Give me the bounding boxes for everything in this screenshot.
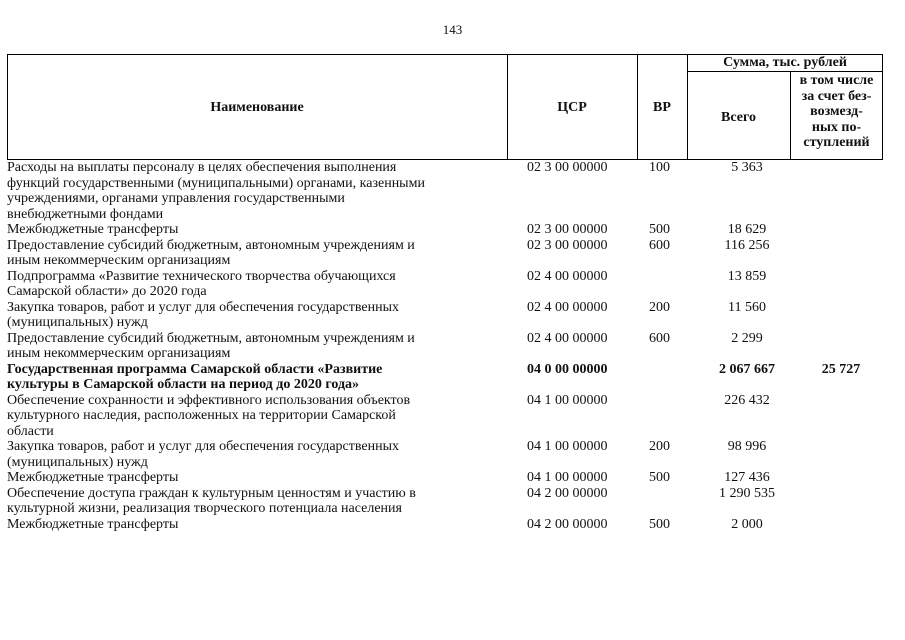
row-csr: 04 1 00 00000 (527, 470, 608, 485)
row-csr: 02 3 00 00000 (527, 160, 608, 175)
row-name (7, 269, 483, 300)
row-total: 5 363 (731, 160, 763, 175)
row-incl: 25 727 (821, 361, 861, 377)
header-csr: ЦСР (557, 100, 587, 115)
row-name (7, 160, 483, 222)
header-total: Всего (721, 110, 756, 125)
row-name-line: внебюджетными фондами (7, 206, 164, 222)
row-name-line: Обеспечение сохранности и эффективного использования объектов (7, 392, 411, 408)
row-name-line: Подпрограмма «Развитие технического творчества обучающихся (7, 268, 396, 284)
row-name (7, 470, 483, 486)
row-total: 2 000 (731, 516, 763, 532)
row-csr: 02 3 00 00000 (527, 222, 608, 237)
row-csr: 02 4 00 00000 (527, 299, 608, 315)
row-name-line: Расходы на выплаты персоналу в целях обеспечения выполнения (7, 160, 397, 175)
header-vr: ВР (653, 100, 671, 115)
table-row (7, 331, 883, 362)
row-name (7, 393, 483, 440)
row-total: 13 859 (727, 268, 767, 284)
row-name-line: иным некоммерческим организациям (7, 346, 231, 361)
row-total: 2 067 667 (719, 361, 775, 377)
table-row (7, 222, 883, 238)
row-total: 226 432 (724, 392, 770, 408)
row-name (7, 222, 483, 238)
header-incl-line: ступлений (803, 135, 870, 150)
row-name-line: Межбюджетные трансферты (7, 222, 179, 237)
table-row (7, 470, 883, 486)
header-incl-line: ных по- (811, 119, 862, 135)
row-name-line: функций государственными (муниципальными) органами, казенными (7, 175, 425, 191)
header-sum: Сумма, тыс. рублей (723, 55, 847, 70)
row-total: 1 290 535 (719, 485, 775, 501)
row-csr: 04 1 00 00000 (527, 439, 608, 454)
row-name-line: (муниципальных) нужд (7, 454, 148, 470)
table-row (7, 439, 883, 470)
row-total: 98 996 (727, 439, 767, 454)
row-vr: 200 (649, 439, 670, 454)
row-vr: 600 (649, 330, 670, 346)
row-vr: 100 (649, 160, 670, 175)
row-name-line: Предоставление субсидий бюджетным, автономным учреждениям и (7, 330, 415, 346)
row-name-line: Закупка товаров, работ и услуг для обеспечения государственных (7, 439, 400, 454)
row-name-line: Закупка товаров, работ и услуг для обеспечения государственных (7, 299, 400, 315)
row-total: 127 436 (724, 470, 770, 485)
header-incl-line: возмезд- (810, 104, 863, 119)
table-row (7, 269, 883, 300)
table-row (7, 486, 883, 517)
row-csr: 04 0 00 00000 (527, 361, 608, 377)
budget-table (7, 54, 883, 532)
table-body (7, 160, 883, 532)
table-header (7, 54, 883, 160)
row-name (7, 517, 483, 533)
header-name: Наименование (210, 100, 304, 115)
row-vr: 200 (649, 299, 670, 315)
row-name-line: культурной жизни, реализация творческого потенциала населения (7, 501, 402, 516)
row-total: 116 256 (724, 237, 770, 253)
row-name-line: Межбюджетные трансферты (7, 516, 179, 532)
table-row (7, 517, 883, 533)
header-incl-line: в том числе (799, 73, 874, 88)
row-csr: 02 3 00 00000 (527, 237, 608, 253)
header-incl (790, 73, 883, 151)
row-vr: 500 (649, 222, 670, 237)
header-incl-line: за счет без- (801, 88, 872, 104)
row-total: 18 629 (727, 222, 767, 237)
row-name (7, 300, 483, 331)
table-row (7, 300, 883, 331)
row-csr: 04 2 00 00000 (527, 516, 608, 532)
row-csr: 02 4 00 00000 (527, 268, 608, 284)
table-row (7, 238, 883, 269)
table-row (7, 393, 883, 440)
row-name-line: культурного наследия, расположенных на территории Самарской (7, 408, 396, 423)
row-name-line: Самарской области» до 2020 года (7, 284, 207, 299)
row-name (7, 238, 483, 269)
row-name-line: иным некоммерческим организациям (7, 253, 231, 268)
row-csr: 04 1 00 00000 (527, 392, 608, 408)
row-name (7, 439, 483, 470)
table-row (7, 160, 883, 222)
row-name-line: Межбюджетные трансферты (7, 470, 179, 485)
row-vr: 500 (649, 516, 670, 532)
row-total: 2 299 (731, 330, 763, 346)
row-name-line: области (7, 423, 54, 439)
row-name-line: Предоставление субсидий бюджетным, автономным учреждениям и (7, 237, 415, 253)
row-name-line: Государственная программа Самарской области «Развитие (7, 361, 383, 377)
row-name (7, 486, 483, 517)
row-vr: 600 (649, 237, 670, 253)
header-subdivider (687, 71, 883, 72)
row-total: 11 560 (728, 299, 766, 315)
row-name-line: учреждениями, органами управления государственными (7, 191, 345, 206)
row-csr: 04 2 00 00000 (527, 485, 608, 501)
row-name-line: Обеспечение доступа граждан к культурным ценностям и участию в (7, 485, 416, 501)
row-name (7, 362, 483, 393)
row-name (7, 331, 483, 362)
row-name-line: (муниципальных) нужд (7, 315, 148, 330)
row-vr: 500 (649, 470, 670, 485)
row-name-line: культуры в Самарской области на период до 2020 года» (7, 377, 360, 392)
page-number: 143 (442, 22, 463, 37)
table-row (7, 362, 883, 393)
row-csr: 02 4 00 00000 (527, 330, 608, 346)
